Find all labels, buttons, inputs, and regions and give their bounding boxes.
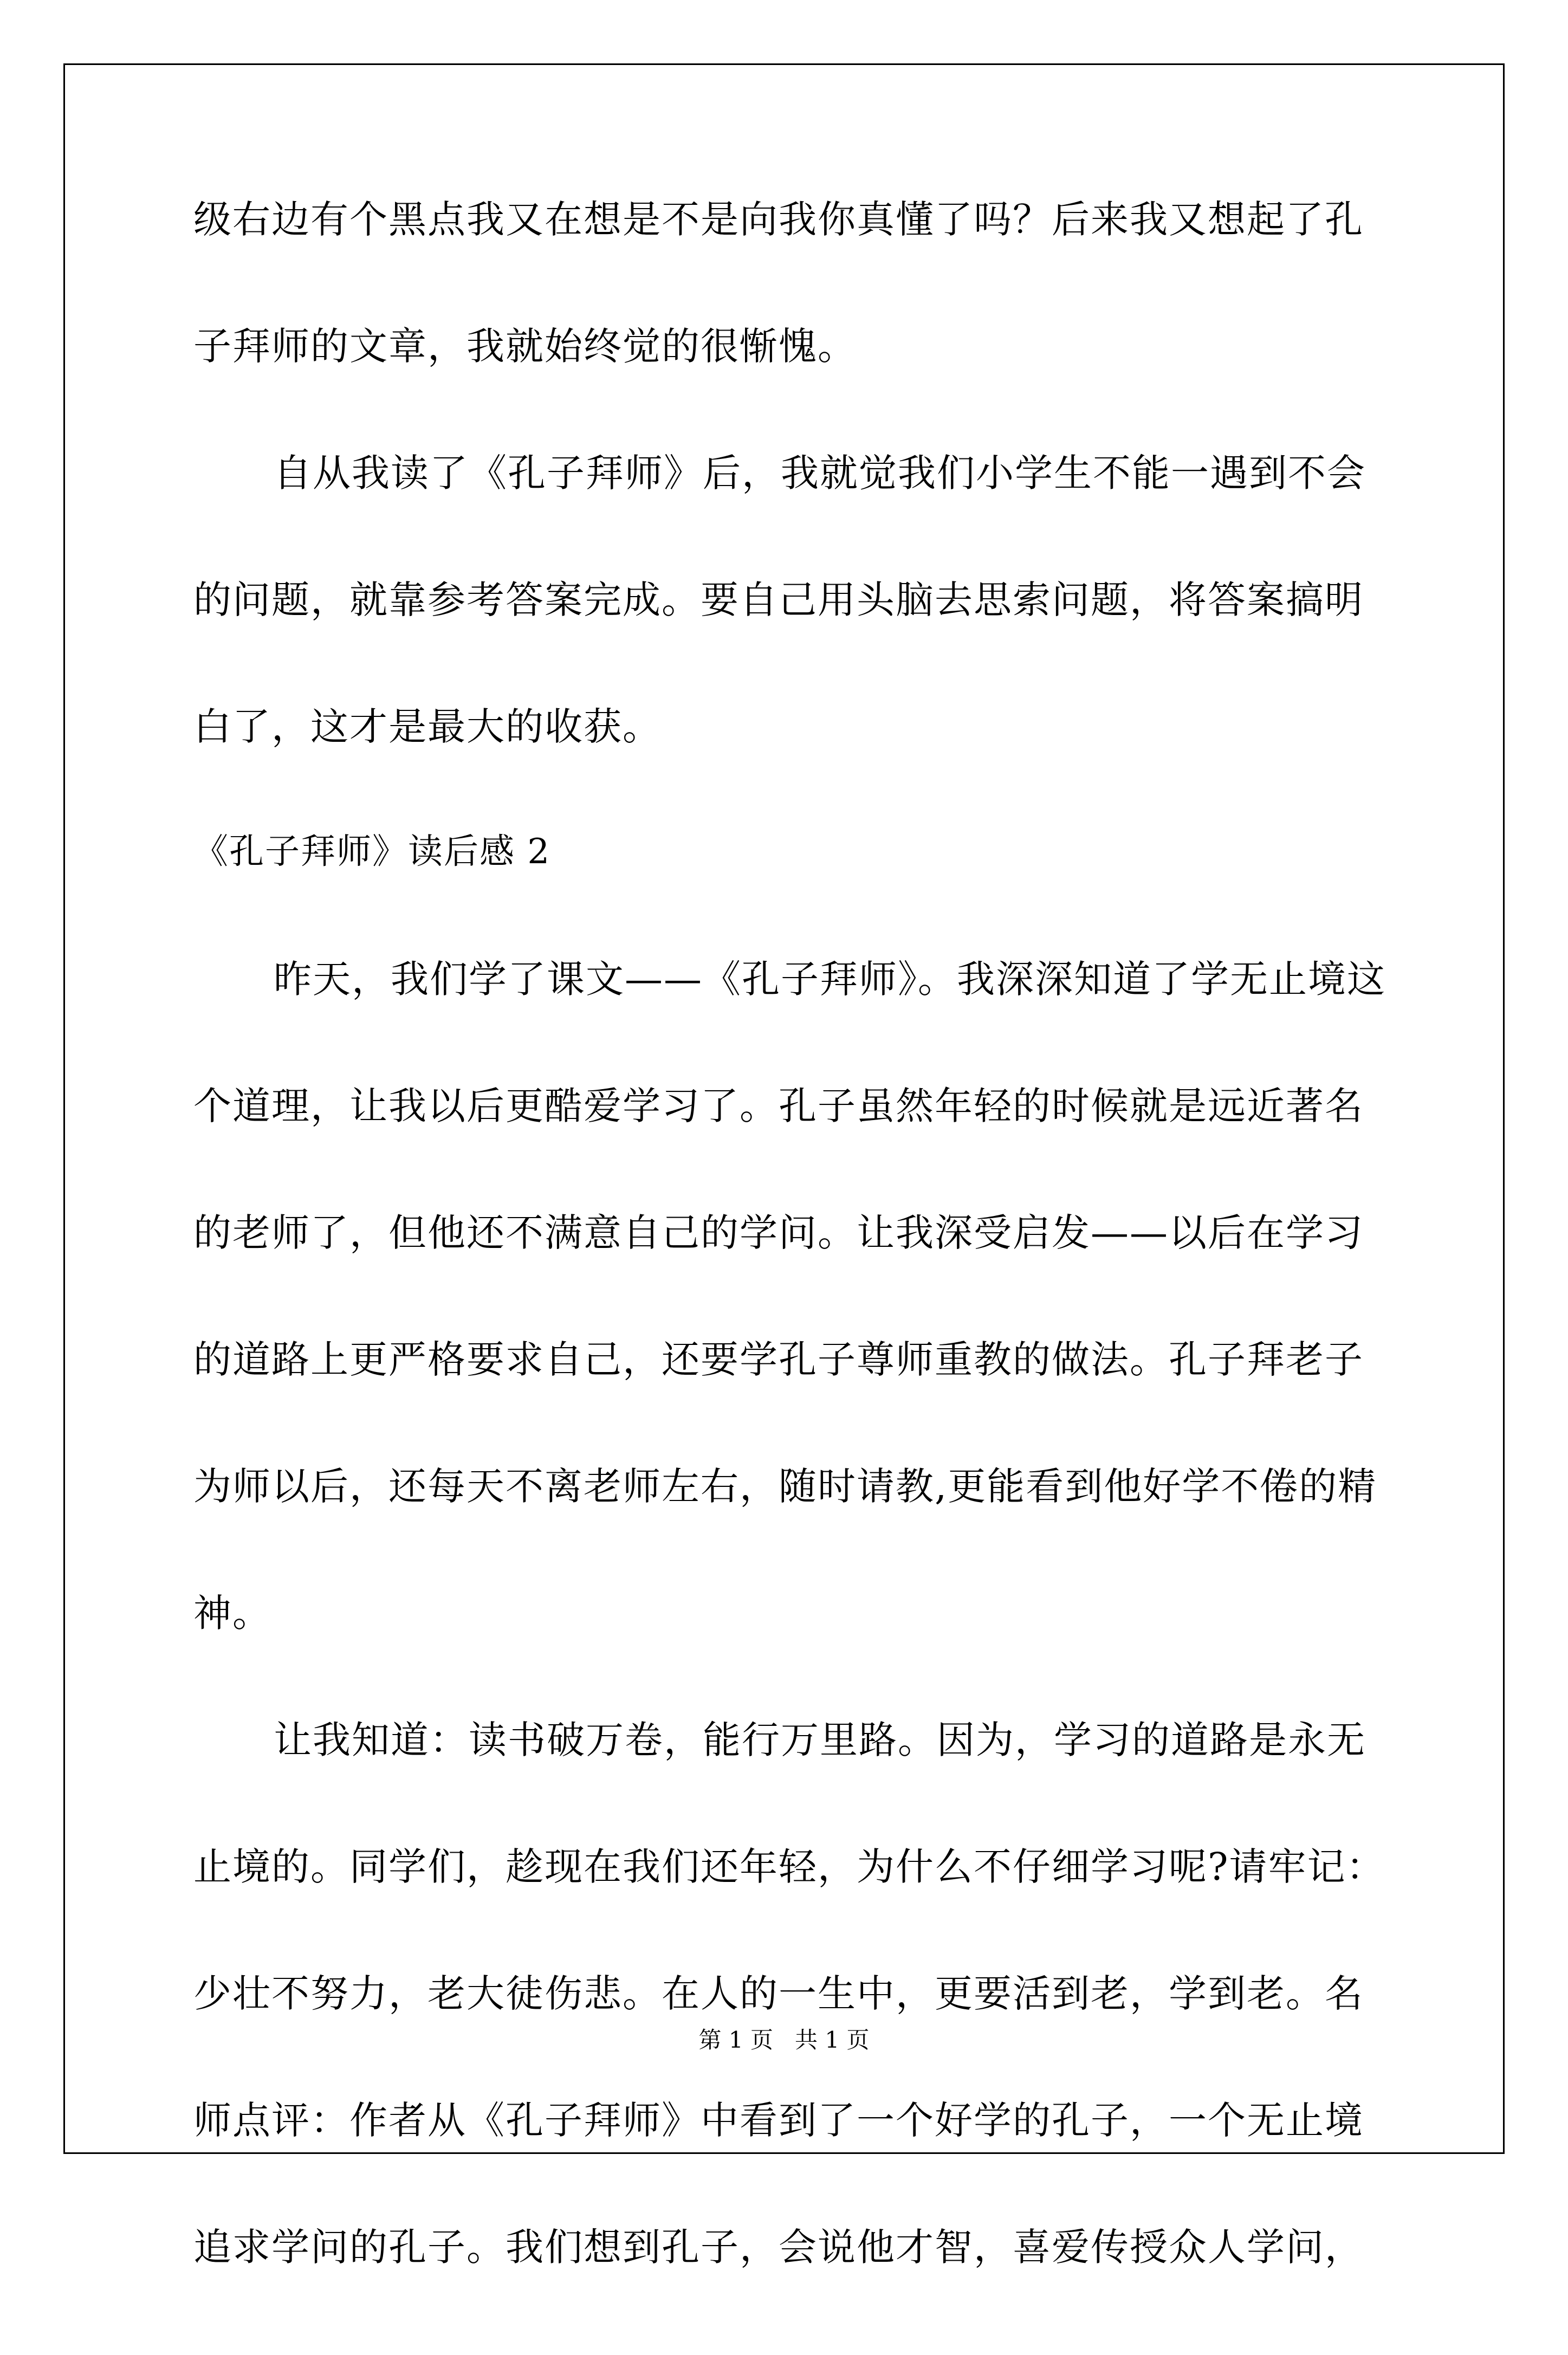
- text-line: 个道理，让我以后更酷爱学习了。孔子虽然年轻的时候就是远近著名: [193, 1084, 1364, 1128]
- paragraph-start-line: 昨天，我们学了课文——《孔子拜师》。我深深知道了学无止境这: [274, 957, 1386, 1001]
- text-line: 的问题，就靠参考答案完成。要自己用头脑去思索问题，将答案搞明: [193, 578, 1364, 622]
- text-line: 师点评：作者从《孔子拜师》中看到了一个好学的孔子，一个无止境: [193, 2098, 1364, 2143]
- text-line: 止境的。同学们，趁现在我们还年轻，为什么不仔细学习呢?请牢记：: [193, 1845, 1385, 1889]
- text-line: 少壮不努力，老大徒伤悲。在人的一生中，更要活到老，学到老。名: [193, 1971, 1364, 2016]
- section-heading: 《孔子拜师》读后感 2: [193, 832, 551, 872]
- text-line: 为师以后，还每天不离老师左右，随时请教,更能看到他好学不倦的精: [193, 1464, 1377, 1509]
- paragraph-start-line: 自从我读了《孔子拜师》后，我就觉我们小学生不能一遇到不会: [274, 451, 1366, 495]
- page-footer: 第 1 页 共 1 页: [698, 2027, 870, 2053]
- text-line: 神。: [193, 1591, 271, 1635]
- text-line: 的老师了，但他还不满意自己的学问。让我深受启发——以后在学习: [193, 1211, 1364, 1255]
- text-line: 追求学问的孔子。我们想到孔子，会说他才智，喜爱传授众人学问，: [193, 2225, 1364, 2269]
- text-line: 子拜师的文章，我就始终觉的很惭愧。: [193, 324, 857, 368]
- text-line: 的道路上更严格要求自己，还要学孔子尊师重教的做法。孔子拜老子: [193, 1337, 1364, 1382]
- text-line: 级右边有个黑点我又在想是不是向我你真懂了吗？后来我又想起了孔: [193, 197, 1364, 242]
- text-line: 白了，这才是最大的收获。: [193, 704, 662, 749]
- paragraph-start-line: 让我知道：读书破万卷，能行万里路。因为，学习的道路是永无: [274, 1718, 1366, 1762]
